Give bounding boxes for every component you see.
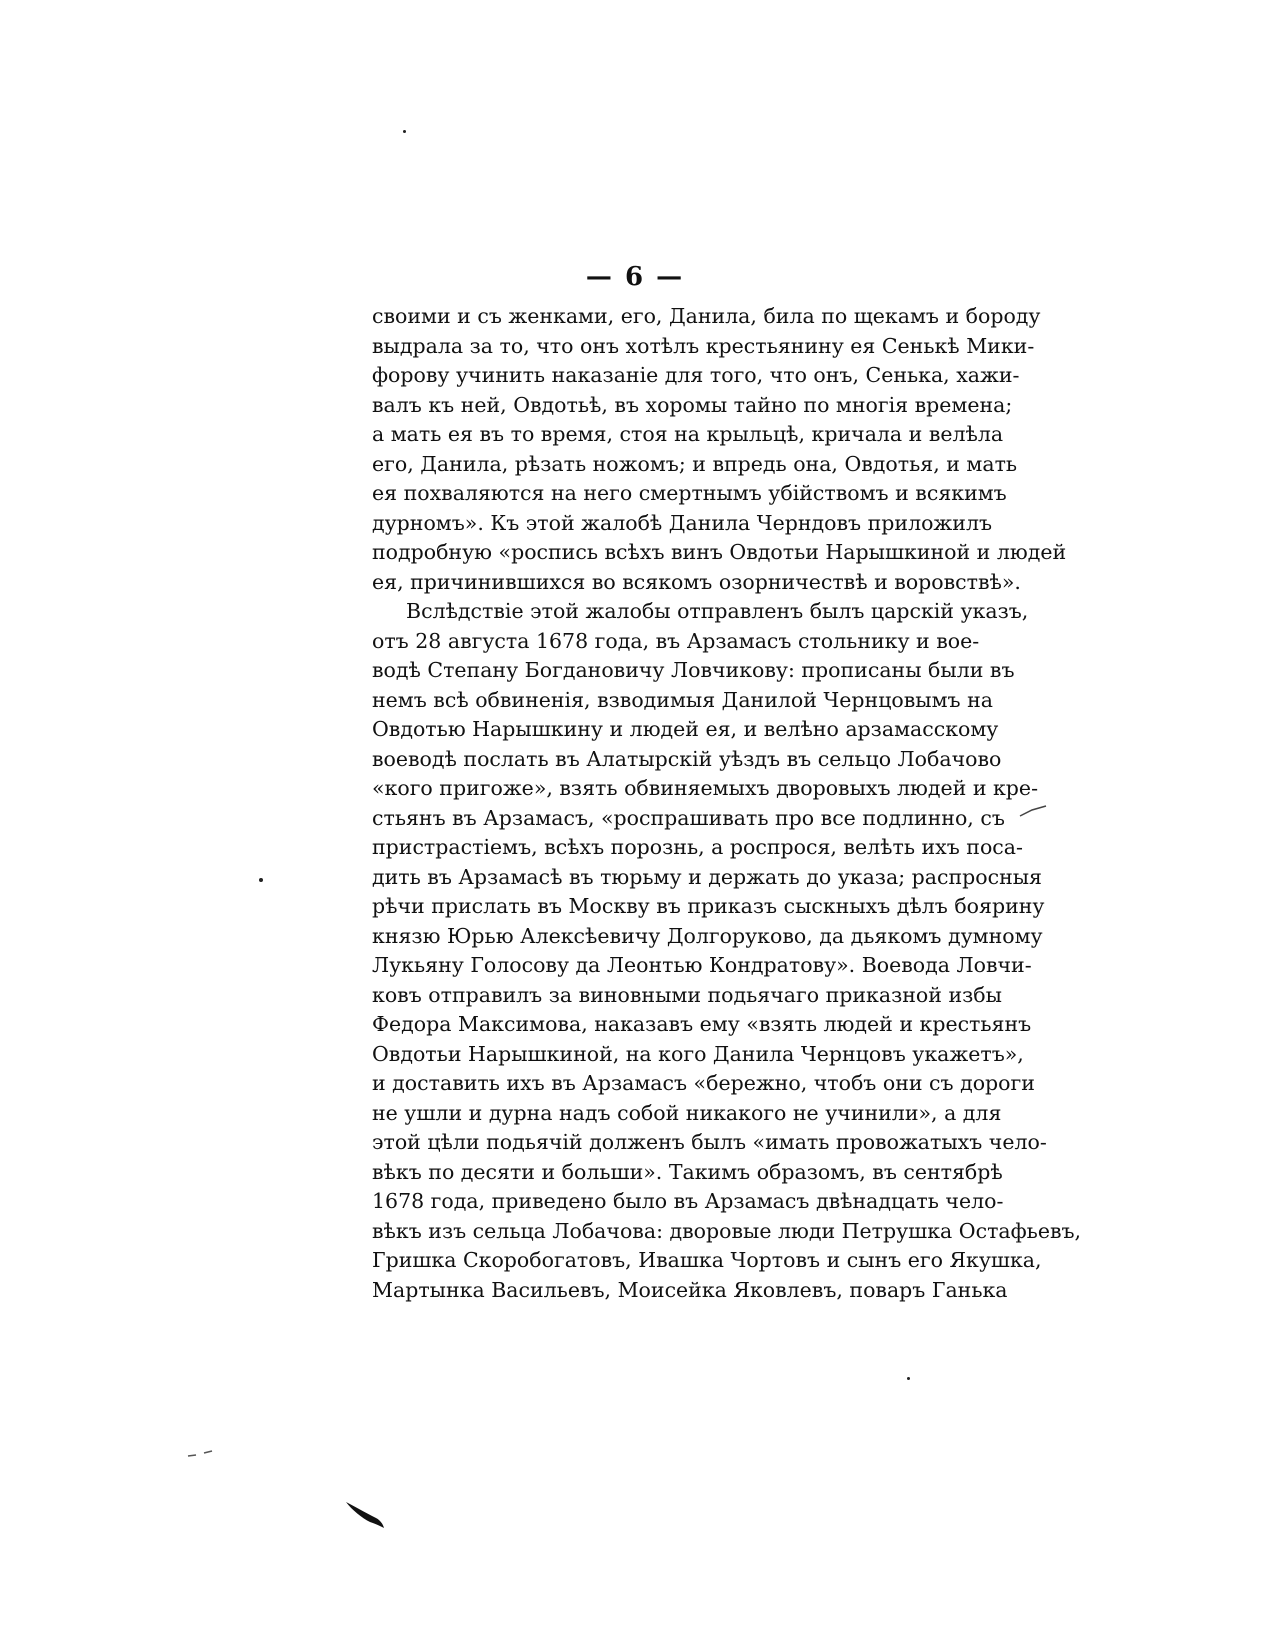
scan-mark	[342, 1496, 388, 1532]
body-text	[372, 302, 1082, 1305]
text-line: Гришка Скоробогатовъ, Ивашка Чортовъ и сынъ его Якушка,	[372, 1248, 1042, 1272]
text-line: Мартынка Васильевъ, Моисейка Яковлевъ, поваръ Ганька	[372, 1277, 1008, 1302]
text-line: ея похваляются на него смертнымъ убійствомъ и всякимъ	[372, 481, 1007, 505]
scan-speck	[907, 1377, 910, 1380]
page-number: — 6 —	[585, 262, 685, 292]
text-line: Вслѣдствіе этой жалобы отправленъ былъ царскій указъ,	[406, 599, 1029, 623]
text-line: не ушли и дурна надъ собой никакого не учинили», а для	[372, 1100, 1002, 1125]
scan-speck	[259, 878, 263, 882]
text-line: рѣчи прислать въ Москву въ приказъ сыскныхъ дѣлъ боярину	[372, 894, 1045, 918]
text-line: его, Данила, рѣзать ножомъ; и впредь она, Овдотья, и мать	[372, 451, 1018, 476]
text-line: Федора Максимова, наказавъ ему «взять людей и крестьянъ	[372, 1012, 1032, 1036]
text-line: ковъ отправилъ за виновными подьячаго приказной избы	[372, 982, 1002, 1007]
text-line: выдрала за то, что онъ хотѣлъ крестьянину ея Сенькѣ Мики-	[372, 333, 1035, 358]
text-line: воеводѣ послать въ Алатырскій уѣздъ въ сельцо Лобачово	[372, 746, 1002, 771]
text-line: немъ всѣ обвиненія, взводимыя Данилой Чернцовымъ на	[372, 687, 993, 712]
text-line: валъ къ ней, Овдотьѣ, въ хоромы тайно по многія времена;	[372, 392, 1013, 417]
text-line: вѣкъ изъ сельца Лобачова: дворовые люди Петрушка Остафьевъ,	[372, 1218, 1082, 1243]
text-line: дить въ Арзамасѣ въ тюрьму и держать до указа; распросныя	[372, 864, 1042, 889]
text-line: Овдотью Нарышкину и людей ея, и велѣно арзамасскому	[372, 717, 999, 741]
text-line: 1678 года, приведено было въ Арзамасъ двѣнадцать чело-	[372, 1189, 1004, 1213]
text-line: Овдотьи Нарышкиной, на кого Данила Чернцовъ укажетъ»,	[372, 1041, 1024, 1066]
text-line: вѣкъ по десяти и больши». Такимъ образомъ, въ сентябрѣ	[372, 1159, 1003, 1184]
scan-mark	[1018, 804, 1048, 818]
text-line: князю Юрью Алексѣевичу Долгоруково, да дьякомъ думному	[372, 923, 1043, 948]
text-line: Лукьяну Голосову да Леонтью Кондратову». Воевода Ловчи-	[372, 953, 1032, 977]
text-line: подробную «роспись всѣхъ винъ Овдотьи Нарышкиной и людей	[372, 540, 1067, 564]
text-line: стьянъ въ Арзамасъ, «роспрашивать про все подлинно, съ	[372, 805, 1005, 830]
text-line: форову учинить наказаніе для того, что онъ, Сенька, хажи-	[372, 363, 1020, 387]
text-line: этой цѣли подьячій долженъ былъ «имать провожатыхъ чело-	[372, 1130, 1047, 1154]
text-line: водѣ Степану Богдановичу Ловчикову: прописаны были въ	[372, 658, 1015, 682]
text-line: отъ 28 августа 1678 года, въ Арзамасъ стольнику и вое-	[372, 628, 980, 653]
text-line: и доставить ихъ въ Арзамасъ «бережно, чтобъ они съ дороги	[372, 1071, 1035, 1095]
text-line: пристрастіемъ, всѣхъ порознь, а роспрося, велѣть ихъ поса-	[372, 835, 1023, 859]
text-line: а мать ея въ то время, стоя на крыльцѣ, кричала и велѣла	[372, 422, 1004, 446]
text-line: своими и съ женками, его, Данила, била по щекамъ и бороду	[372, 304, 1041, 328]
text-line: «кого пригоже», взять обвиняемыхъ дворовыхъ людей и кре-	[372, 776, 1038, 800]
scan-speck	[403, 130, 406, 133]
scan-mark	[186, 1447, 216, 1459]
text-line: ея, причинившихся во всякомъ озорничествѣ и воровствѣ».	[372, 569, 1021, 594]
text-line: дурномъ». Къ этой жалобѣ Данила Черндовъ приложилъ	[372, 510, 993, 535]
